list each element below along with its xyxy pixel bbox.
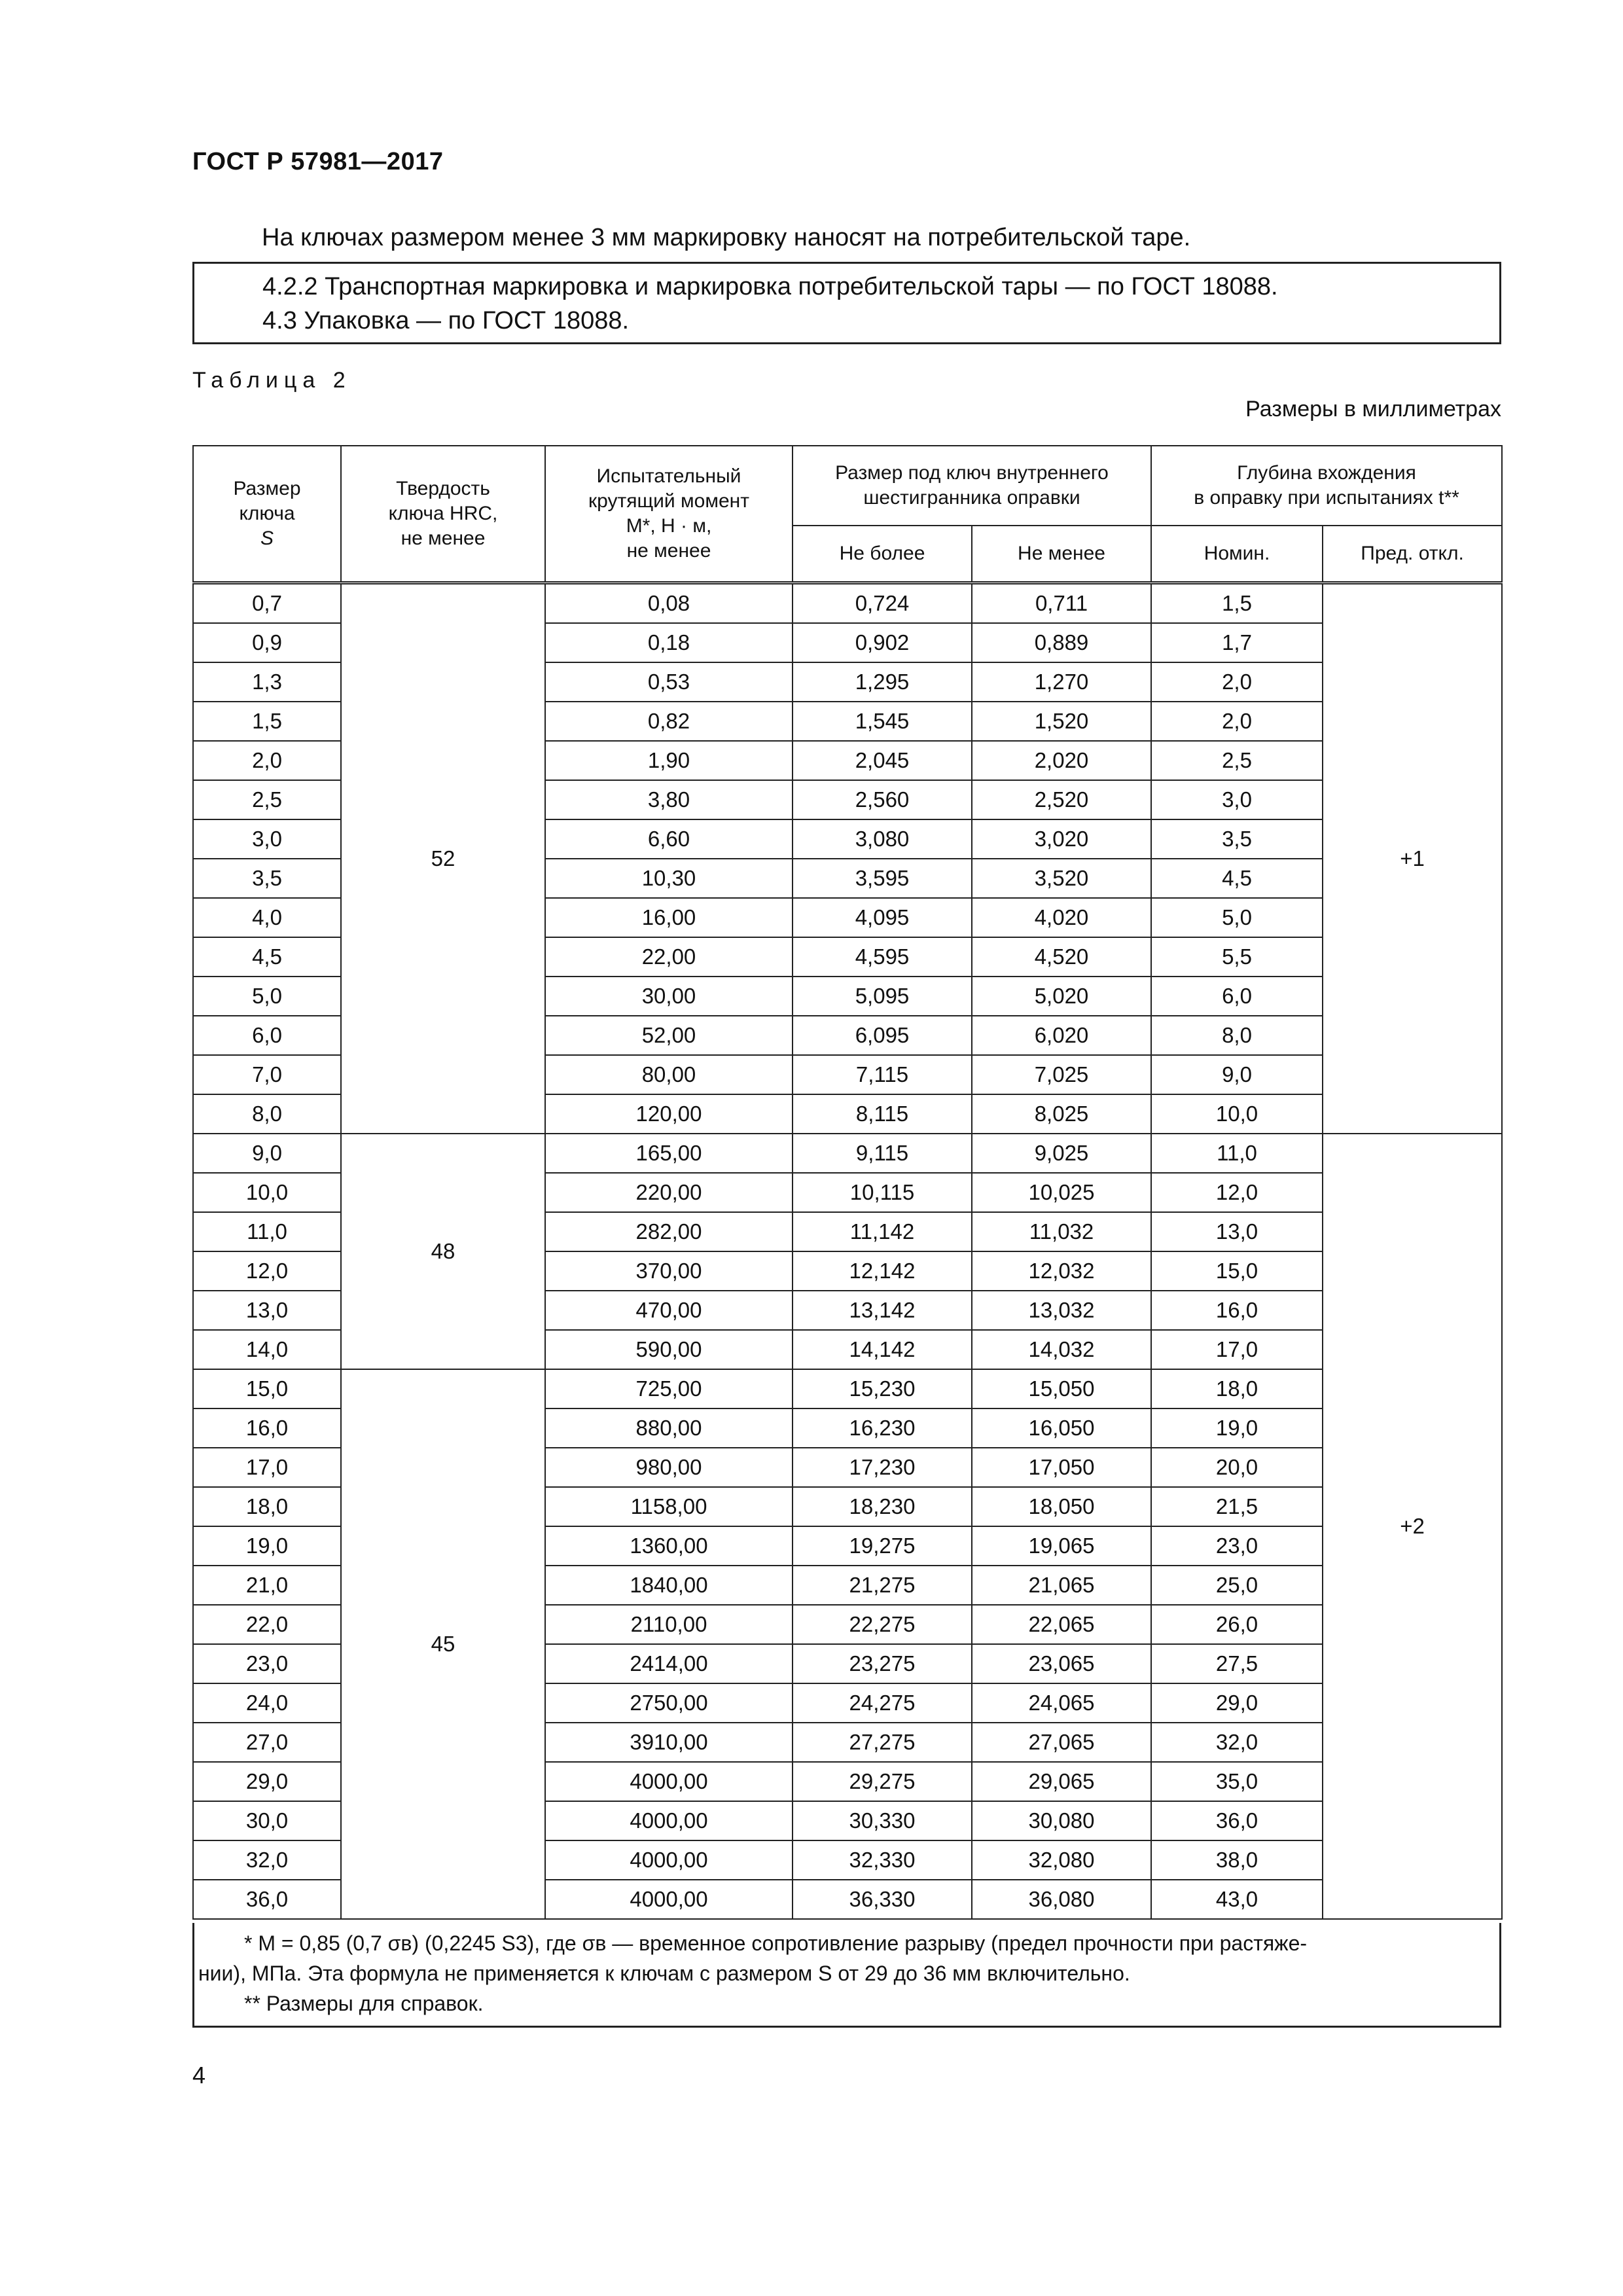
cell-hex-max: 3,595 [793, 859, 972, 898]
cell-size: 18,0 [193, 1487, 341, 1526]
cell-depth-nom: 23,0 [1151, 1526, 1323, 1566]
cell-torque: 0,53 [545, 662, 793, 702]
cell-depth-tol: +1 [1323, 583, 1502, 1134]
cell-hex-min: 9,025 [972, 1134, 1151, 1173]
table-footnotes [192, 1923, 1501, 2028]
cell-torque: 2110,00 [545, 1605, 793, 1644]
page-number: 4 [192, 2062, 206, 2089]
cell-depth-nom: 32,0 [1151, 1723, 1323, 1762]
cell-torque: 3910,00 [545, 1723, 793, 1762]
table-row [193, 1369, 1502, 1408]
cell-torque: 10,30 [545, 859, 793, 898]
cell-size: 24,0 [193, 1683, 341, 1723]
cell-torque: 22,00 [545, 937, 793, 977]
cell-size: 3,5 [193, 859, 341, 898]
cell-size: 7,0 [193, 1055, 341, 1094]
cell-torque: 16,00 [545, 898, 793, 937]
cell-hex-max: 15,230 [793, 1369, 972, 1408]
cell-hex-min: 12,032 [972, 1251, 1151, 1291]
cell-hex-min: 0,711 [972, 583, 1151, 624]
cell-size: 15,0 [193, 1369, 341, 1408]
cell-depth-nom: 2,5 [1151, 741, 1323, 780]
col-header-depth-tol: Пред. откл. [1323, 526, 1502, 583]
cell-size: 0,7 [193, 583, 341, 624]
cell-depth-nom: 19,0 [1151, 1408, 1323, 1448]
cell-hex-max: 3,080 [793, 819, 972, 859]
col-header-hex-min: Не менее [972, 526, 1151, 583]
cell-hex-min: 2,520 [972, 780, 1151, 819]
cell-hex-min: 30,080 [972, 1801, 1151, 1840]
cell-hex-min: 15,050 [972, 1369, 1151, 1408]
cell-torque: 4000,00 [545, 1880, 793, 1919]
cell-depth-nom: 36,0 [1151, 1801, 1323, 1840]
cell-hex-min: 4,020 [972, 898, 1151, 937]
col-header-torque: Испытательный крутящий момент M*, Н · м, не менее [545, 446, 793, 583]
cell-size: 14,0 [193, 1330, 341, 1369]
cell-torque: 220,00 [545, 1173, 793, 1212]
cell-depth-nom: 25,0 [1151, 1566, 1323, 1605]
cell-torque: 6,60 [545, 819, 793, 859]
cell-hex-min: 8,025 [972, 1094, 1151, 1134]
cell-hex-max: 19,275 [793, 1526, 972, 1566]
cell-torque: 4000,00 [545, 1762, 793, 1801]
cell-depth-nom: 10,0 [1151, 1094, 1323, 1134]
col-header-hex-max: Не более [793, 526, 972, 583]
cell-hex-max: 6,095 [793, 1016, 972, 1055]
cell-size: 0,9 [193, 623, 341, 662]
col-header-hardness: Твердость ключа HRC, не менее [341, 446, 545, 583]
cell-torque: 1360,00 [545, 1526, 793, 1566]
cell-depth-nom: 8,0 [1151, 1016, 1323, 1055]
cell-depth-nom: 27,5 [1151, 1644, 1323, 1683]
cell-depth-nom: 43,0 [1151, 1880, 1323, 1919]
cell-hex-min: 2,020 [972, 741, 1151, 780]
cell-hex-max: 2,045 [793, 741, 972, 780]
cell-hex-max: 22,275 [793, 1605, 972, 1644]
cell-depth-nom: 9,0 [1151, 1055, 1323, 1094]
clause-4-3: 4.3 Упаковка — по ГОСТ 18088. [262, 307, 630, 334]
cell-depth-tol: +2 [1323, 1134, 1502, 1919]
cell-hex-max: 23,275 [793, 1644, 972, 1683]
cell-depth-nom: 26,0 [1151, 1605, 1323, 1644]
cell-depth-nom: 17,0 [1151, 1330, 1323, 1369]
cell-torque: 80,00 [545, 1055, 793, 1094]
cell-size: 23,0 [193, 1644, 341, 1683]
cell-hex-min: 11,032 [972, 1212, 1151, 1251]
cell-hex-min: 22,065 [972, 1605, 1151, 1644]
marking-paragraph: На ключах размером менее 3 мм маркировку наносят на потребительской таре. [262, 224, 1191, 251]
cell-hex-max: 5,095 [793, 977, 972, 1016]
cell-size: 4,5 [193, 937, 341, 977]
cell-depth-nom: 3,0 [1151, 780, 1323, 819]
cell-torque: 2414,00 [545, 1644, 793, 1683]
cell-hex-min: 23,065 [972, 1644, 1151, 1683]
cell-hex-max: 18,230 [793, 1487, 972, 1526]
cell-depth-nom: 3,5 [1151, 819, 1323, 859]
cell-torque: 4000,00 [545, 1801, 793, 1840]
cell-hex-max: 0,902 [793, 623, 972, 662]
cell-depth-nom: 13,0 [1151, 1212, 1323, 1251]
cell-torque: 1840,00 [545, 1566, 793, 1605]
cell-hex-max: 9,115 [793, 1134, 972, 1173]
cell-hex-max: 4,595 [793, 937, 972, 977]
cell-size: 19,0 [193, 1526, 341, 1566]
cell-size: 5,0 [193, 977, 341, 1016]
cell-hex-min: 19,065 [972, 1526, 1151, 1566]
cell-torque: 0,18 [545, 623, 793, 662]
cell-hex-min: 32,080 [972, 1840, 1151, 1880]
cell-torque: 2750,00 [545, 1683, 793, 1723]
table-row [193, 583, 1502, 624]
cell-size: 21,0 [193, 1566, 341, 1605]
cell-torque: 120,00 [545, 1094, 793, 1134]
cell-hex-max: 8,115 [793, 1094, 972, 1134]
cell-hex-max: 4,095 [793, 898, 972, 937]
cell-hex-max: 27,275 [793, 1723, 972, 1762]
cell-size: 1,3 [193, 662, 341, 702]
units-note: Размеры в миллиметрах [1245, 397, 1501, 422]
cell-torque: 590,00 [545, 1330, 793, 1369]
cell-hex-max: 11,142 [793, 1212, 972, 1251]
cell-size: 30,0 [193, 1801, 341, 1840]
cell-depth-nom: 12,0 [1151, 1173, 1323, 1212]
cell-hex-max: 36,330 [793, 1880, 972, 1919]
cell-hex-max: 21,275 [793, 1566, 972, 1605]
cell-hex-min: 18,050 [972, 1487, 1151, 1526]
cell-size: 10,0 [193, 1173, 341, 1212]
col-header-depth-group: Глубина вхождения в оправку при испытаниях t** [1151, 446, 1502, 526]
cell-depth-nom: 2,0 [1151, 702, 1323, 741]
cell-hex-max: 10,115 [793, 1173, 972, 1212]
cell-hex-min: 7,025 [972, 1055, 1151, 1094]
cell-depth-nom: 21,5 [1151, 1487, 1323, 1526]
cell-depth-nom: 16,0 [1151, 1291, 1323, 1330]
cell-hex-max: 0,724 [793, 583, 972, 624]
cell-hex-min: 3,520 [972, 859, 1151, 898]
table-body [193, 583, 1502, 1920]
cell-torque: 52,00 [545, 1016, 793, 1055]
cell-size: 29,0 [193, 1762, 341, 1801]
cell-hex-max: 2,560 [793, 780, 972, 819]
footnote-1: * M = 0,85 (0,7 σв) (0,2245 S3), где σв — временное сопротивление разрыву (предел прочности при растяже- [244, 1931, 1308, 1955]
cell-hex-min: 4,520 [972, 937, 1151, 977]
cell-size: 36,0 [193, 1880, 341, 1919]
cell-depth-nom: 20,0 [1151, 1448, 1323, 1487]
cell-hex-max: 14,142 [793, 1330, 972, 1369]
cell-hex-min: 3,020 [972, 819, 1151, 859]
cell-hex-max: 7,115 [793, 1055, 972, 1094]
footnote-2: ** Размеры для справок. [244, 1992, 484, 2015]
cell-torque: 282,00 [545, 1212, 793, 1251]
cell-depth-nom: 38,0 [1151, 1840, 1323, 1880]
cell-hex-min: 13,032 [972, 1291, 1151, 1330]
cell-hex-max: 12,142 [793, 1251, 972, 1291]
cell-size: 4,0 [193, 898, 341, 937]
cell-size: 11,0 [193, 1212, 341, 1251]
cell-hex-min: 24,065 [972, 1683, 1151, 1723]
cell-depth-nom: 35,0 [1151, 1762, 1323, 1801]
cell-hex-max: 1,295 [793, 662, 972, 702]
cell-size: 13,0 [193, 1291, 341, 1330]
cell-torque: 0,82 [545, 702, 793, 741]
cell-depth-nom: 6,0 [1151, 977, 1323, 1016]
table-row [193, 1134, 1502, 1173]
boxed-clauses [192, 262, 1501, 344]
clause-4-2-2: 4.2.2 Транспортная маркировка и маркировка потребительской тары — по ГОСТ 18088. [262, 273, 1278, 300]
cell-size: 2,0 [193, 741, 341, 780]
cell-hardness: 52 [341, 583, 545, 1134]
cell-size: 9,0 [193, 1134, 341, 1173]
cell-hex-max: 1,545 [793, 702, 972, 741]
cell-hex-min: 21,065 [972, 1566, 1151, 1605]
cell-torque: 1158,00 [545, 1487, 793, 1526]
cell-depth-nom: 15,0 [1151, 1251, 1323, 1291]
cell-hex-max: 16,230 [793, 1408, 972, 1448]
cell-hex-min: 0,889 [972, 623, 1151, 662]
cell-size: 27,0 [193, 1723, 341, 1762]
cell-hex-max: 30,330 [793, 1801, 972, 1840]
cell-depth-nom: 4,5 [1151, 859, 1323, 898]
cell-hex-min: 10,025 [972, 1173, 1151, 1212]
cell-depth-nom: 1,5 [1151, 583, 1323, 624]
cell-size: 12,0 [193, 1251, 341, 1291]
cell-torque: 725,00 [545, 1369, 793, 1408]
table-label: Таблица 2 [192, 368, 351, 393]
cell-torque: 3,80 [545, 780, 793, 819]
cell-torque: 1,90 [545, 741, 793, 780]
cell-hex-min: 1,270 [972, 662, 1151, 702]
footnote-1-cont: нии), МПа. Эта формула не применяется к ключам с размером S от 29 до 36 мм включительно. [198, 1962, 1130, 1985]
cell-size: 2,5 [193, 780, 341, 819]
cell-hex-min: 29,065 [972, 1762, 1151, 1801]
standard-header: ГОСТ Р 57981—2017 [192, 148, 444, 175]
cell-size: 8,0 [193, 1094, 341, 1134]
cell-torque: 980,00 [545, 1448, 793, 1487]
cell-hex-max: 13,142 [793, 1291, 972, 1330]
cell-hex-min: 17,050 [972, 1448, 1151, 1487]
cell-size: 32,0 [193, 1840, 341, 1880]
cell-hex-min: 14,032 [972, 1330, 1151, 1369]
col-header-depth-nom: Номин. [1151, 526, 1323, 583]
cell-torque: 165,00 [545, 1134, 793, 1173]
cell-hex-min: 1,520 [972, 702, 1151, 741]
cell-torque: 0,08 [545, 583, 793, 624]
cell-depth-nom: 11,0 [1151, 1134, 1323, 1173]
cell-hex-min: 16,050 [972, 1408, 1151, 1448]
cell-size: 6,0 [193, 1016, 341, 1055]
cell-torque: 370,00 [545, 1251, 793, 1291]
cell-size: 22,0 [193, 1605, 341, 1644]
cell-depth-nom: 18,0 [1151, 1369, 1323, 1408]
cell-torque: 470,00 [545, 1291, 793, 1330]
cell-torque: 880,00 [545, 1408, 793, 1448]
cell-depth-nom: 2,0 [1151, 662, 1323, 702]
col-header-hex-group: Размер под ключ внутреннего шестигранника оправки [793, 446, 1151, 526]
cell-hex-min: 5,020 [972, 977, 1151, 1016]
col-header-size: Размер ключа S [193, 446, 341, 583]
cell-hex-min: 27,065 [972, 1723, 1151, 1762]
cell-hex-max: 24,275 [793, 1683, 972, 1723]
cell-depth-nom: 1,7 [1151, 623, 1323, 662]
cell-hardness: 48 [341, 1134, 545, 1369]
cell-depth-nom: 5,5 [1151, 937, 1323, 977]
cell-depth-nom: 5,0 [1151, 898, 1323, 937]
cell-size: 16,0 [193, 1408, 341, 1448]
cell-size: 3,0 [193, 819, 341, 859]
cell-size: 17,0 [193, 1448, 341, 1487]
cell-hex-min: 36,080 [972, 1880, 1151, 1919]
cell-torque: 30,00 [545, 977, 793, 1016]
cell-hex-max: 29,275 [793, 1762, 972, 1801]
cell-depth-nom: 29,0 [1151, 1683, 1323, 1723]
cell-hex-max: 17,230 [793, 1448, 972, 1487]
cell-hardness: 45 [341, 1369, 545, 1919]
sizes-table [192, 445, 1503, 1920]
cell-hex-max: 32,330 [793, 1840, 972, 1880]
cell-hex-min: 6,020 [972, 1016, 1151, 1055]
cell-size: 1,5 [193, 702, 341, 741]
cell-torque: 4000,00 [545, 1840, 793, 1880]
